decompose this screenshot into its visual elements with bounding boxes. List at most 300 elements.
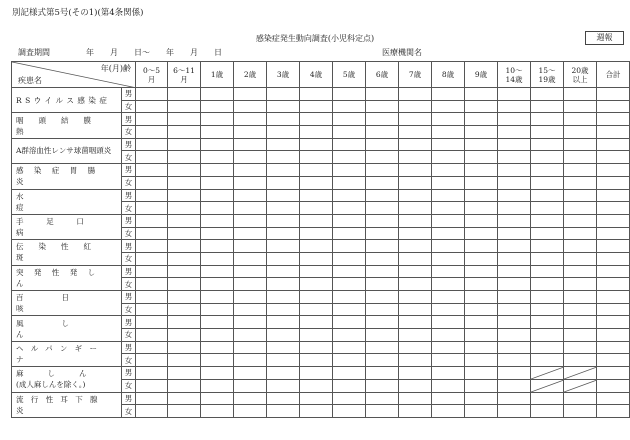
count-cell[interactable]	[531, 329, 564, 342]
count-cell[interactable]	[399, 164, 432, 177]
count-cell[interactable]	[234, 164, 267, 177]
count-cell[interactable]	[465, 367, 498, 380]
count-cell[interactable]	[531, 113, 564, 126]
count-cell[interactable]	[399, 341, 432, 354]
count-cell[interactable]	[564, 354, 597, 367]
count-cell[interactable]	[366, 303, 399, 316]
count-cell[interactable]	[234, 354, 267, 367]
count-cell[interactable]	[201, 113, 234, 126]
count-cell[interactable]	[432, 316, 465, 329]
count-cell[interactable]	[399, 202, 432, 215]
count-cell[interactable]	[432, 138, 465, 151]
count-cell[interactable]	[267, 214, 300, 227]
count-cell[interactable]	[234, 367, 267, 380]
count-cell[interactable]	[597, 367, 630, 380]
count-cell[interactable]	[168, 88, 201, 101]
count-cell[interactable]	[168, 278, 201, 291]
count-cell[interactable]	[399, 329, 432, 342]
count-cell[interactable]	[597, 303, 630, 316]
count-cell[interactable]	[465, 329, 498, 342]
count-cell[interactable]	[531, 278, 564, 291]
count-cell[interactable]	[399, 405, 432, 418]
count-cell[interactable]	[564, 379, 597, 392]
count-cell[interactable]	[597, 354, 630, 367]
count-cell[interactable]	[432, 392, 465, 405]
count-cell[interactable]	[399, 240, 432, 253]
count-cell[interactable]	[498, 303, 531, 316]
count-cell[interactable]	[498, 126, 531, 139]
count-cell[interactable]	[432, 176, 465, 189]
count-cell[interactable]	[333, 291, 366, 304]
count-cell[interactable]	[597, 113, 630, 126]
count-cell[interactable]	[597, 176, 630, 189]
count-cell[interactable]	[465, 88, 498, 101]
count-cell[interactable]	[136, 329, 168, 342]
count-cell[interactable]	[136, 252, 168, 265]
count-cell[interactable]	[201, 405, 234, 418]
count-cell[interactable]	[201, 100, 234, 113]
count-cell[interactable]	[201, 278, 234, 291]
count-cell[interactable]	[531, 367, 564, 380]
count-cell[interactable]	[399, 379, 432, 392]
count-cell[interactable]	[465, 227, 498, 240]
count-cell[interactable]	[465, 303, 498, 316]
count-cell[interactable]	[333, 392, 366, 405]
count-cell[interactable]	[168, 126, 201, 139]
count-cell[interactable]	[564, 189, 597, 202]
count-cell[interactable]	[168, 100, 201, 113]
count-cell[interactable]	[366, 126, 399, 139]
count-cell[interactable]	[267, 240, 300, 253]
count-cell[interactable]	[498, 316, 531, 329]
count-cell[interactable]	[333, 278, 366, 291]
count-cell[interactable]	[201, 252, 234, 265]
count-cell[interactable]	[366, 367, 399, 380]
count-cell[interactable]	[136, 367, 168, 380]
count-cell[interactable]	[498, 138, 531, 151]
count-cell[interactable]	[564, 405, 597, 418]
count-cell[interactable]	[136, 176, 168, 189]
count-cell[interactable]	[597, 189, 630, 202]
count-cell[interactable]	[564, 126, 597, 139]
count-cell[interactable]	[366, 278, 399, 291]
count-cell[interactable]	[168, 379, 201, 392]
count-cell[interactable]	[168, 214, 201, 227]
count-cell[interactable]	[267, 392, 300, 405]
count-cell[interactable]	[234, 379, 267, 392]
count-cell[interactable]	[267, 329, 300, 342]
count-cell[interactable]	[465, 341, 498, 354]
count-cell[interactable]	[564, 113, 597, 126]
count-cell[interactable]	[432, 367, 465, 380]
count-cell[interactable]	[531, 303, 564, 316]
count-cell[interactable]	[366, 88, 399, 101]
count-cell[interactable]	[333, 303, 366, 316]
count-cell[interactable]	[531, 392, 564, 405]
count-cell[interactable]	[531, 100, 564, 113]
count-cell[interactable]	[366, 100, 399, 113]
count-cell[interactable]	[465, 138, 498, 151]
count-cell[interactable]	[201, 367, 234, 380]
count-cell[interactable]	[300, 202, 333, 215]
count-cell[interactable]	[136, 113, 168, 126]
count-cell[interactable]	[564, 151, 597, 164]
count-cell[interactable]	[498, 392, 531, 405]
count-cell[interactable]	[333, 88, 366, 101]
count-cell[interactable]	[168, 392, 201, 405]
count-cell[interactable]	[465, 151, 498, 164]
count-cell[interactable]	[136, 164, 168, 177]
count-cell[interactable]	[201, 379, 234, 392]
count-cell[interactable]	[234, 100, 267, 113]
count-cell[interactable]	[564, 240, 597, 253]
count-cell[interactable]	[267, 252, 300, 265]
count-cell[interactable]	[333, 354, 366, 367]
count-cell[interactable]	[168, 303, 201, 316]
count-cell[interactable]	[168, 176, 201, 189]
count-cell[interactable]	[300, 240, 333, 253]
count-cell[interactable]	[136, 189, 168, 202]
count-cell[interactable]	[531, 202, 564, 215]
count-cell[interactable]	[201, 151, 234, 164]
count-cell[interactable]	[465, 252, 498, 265]
count-cell[interactable]	[267, 316, 300, 329]
count-cell[interactable]	[399, 227, 432, 240]
count-cell[interactable]	[597, 240, 630, 253]
count-cell[interactable]	[267, 303, 300, 316]
count-cell[interactable]	[168, 189, 201, 202]
count-cell[interactable]	[136, 379, 168, 392]
count-cell[interactable]	[136, 405, 168, 418]
count-cell[interactable]	[531, 341, 564, 354]
count-cell[interactable]	[597, 202, 630, 215]
count-cell[interactable]	[201, 392, 234, 405]
count-cell[interactable]	[564, 278, 597, 291]
count-cell[interactable]	[267, 100, 300, 113]
count-cell[interactable]	[168, 341, 201, 354]
count-cell[interactable]	[300, 329, 333, 342]
count-cell[interactable]	[300, 405, 333, 418]
count-cell[interactable]	[136, 392, 168, 405]
count-cell[interactable]	[234, 113, 267, 126]
count-cell[interactable]	[136, 278, 168, 291]
count-cell[interactable]	[136, 240, 168, 253]
count-cell[interactable]	[267, 151, 300, 164]
count-cell[interactable]	[531, 138, 564, 151]
count-cell[interactable]	[168, 367, 201, 380]
count-cell[interactable]	[498, 88, 531, 101]
count-cell[interactable]	[399, 367, 432, 380]
count-cell[interactable]	[168, 329, 201, 342]
count-cell[interactable]	[399, 214, 432, 227]
count-cell[interactable]	[300, 367, 333, 380]
count-cell[interactable]	[333, 367, 366, 380]
count-cell[interactable]	[333, 176, 366, 189]
count-cell[interactable]	[597, 214, 630, 227]
count-cell[interactable]	[366, 405, 399, 418]
count-cell[interactable]	[366, 252, 399, 265]
count-cell[interactable]	[234, 227, 267, 240]
count-cell[interactable]	[432, 341, 465, 354]
count-cell[interactable]	[234, 405, 267, 418]
count-cell[interactable]	[366, 341, 399, 354]
count-cell[interactable]	[399, 113, 432, 126]
count-cell[interactable]	[168, 354, 201, 367]
count-cell[interactable]	[432, 88, 465, 101]
count-cell[interactable]	[597, 164, 630, 177]
count-cell[interactable]	[432, 265, 465, 278]
count-cell[interactable]	[333, 329, 366, 342]
count-cell[interactable]	[234, 316, 267, 329]
count-cell[interactable]	[366, 240, 399, 253]
count-cell[interactable]	[168, 240, 201, 253]
count-cell[interactable]	[564, 202, 597, 215]
count-cell[interactable]	[234, 329, 267, 342]
count-cell[interactable]	[267, 379, 300, 392]
count-cell[interactable]	[267, 126, 300, 139]
count-cell[interactable]	[201, 265, 234, 278]
count-cell[interactable]	[531, 405, 564, 418]
count-cell[interactable]	[531, 252, 564, 265]
count-cell[interactable]	[399, 316, 432, 329]
count-cell[interactable]	[267, 113, 300, 126]
count-cell[interactable]	[267, 164, 300, 177]
count-cell[interactable]	[300, 316, 333, 329]
count-cell[interactable]	[300, 113, 333, 126]
count-cell[interactable]	[465, 354, 498, 367]
count-cell[interactable]	[234, 252, 267, 265]
count-cell[interactable]	[498, 341, 531, 354]
count-cell[interactable]	[498, 367, 531, 380]
count-cell[interactable]	[201, 329, 234, 342]
count-cell[interactable]	[234, 303, 267, 316]
count-cell[interactable]	[432, 189, 465, 202]
count-cell[interactable]	[267, 176, 300, 189]
count-cell[interactable]	[432, 405, 465, 418]
count-cell[interactable]	[498, 214, 531, 227]
count-cell[interactable]	[531, 291, 564, 304]
count-cell[interactable]	[432, 291, 465, 304]
count-cell[interactable]	[234, 126, 267, 139]
count-cell[interactable]	[300, 291, 333, 304]
count-cell[interactable]	[498, 379, 531, 392]
count-cell[interactable]	[136, 138, 168, 151]
count-cell[interactable]	[333, 138, 366, 151]
count-cell[interactable]	[201, 88, 234, 101]
count-cell[interactable]	[366, 138, 399, 151]
count-cell[interactable]	[333, 214, 366, 227]
count-cell[interactable]	[366, 316, 399, 329]
count-cell[interactable]	[465, 202, 498, 215]
count-cell[interactable]	[366, 392, 399, 405]
count-cell[interactable]	[201, 176, 234, 189]
count-cell[interactable]	[399, 252, 432, 265]
count-cell[interactable]	[201, 138, 234, 151]
count-cell[interactable]	[564, 100, 597, 113]
count-cell[interactable]	[234, 341, 267, 354]
count-cell[interactable]	[136, 303, 168, 316]
count-cell[interactable]	[333, 405, 366, 418]
count-cell[interactable]	[234, 202, 267, 215]
count-cell[interactable]	[366, 379, 399, 392]
count-cell[interactable]	[465, 291, 498, 304]
count-cell[interactable]	[300, 392, 333, 405]
count-cell[interactable]	[498, 265, 531, 278]
count-cell[interactable]	[267, 202, 300, 215]
count-cell[interactable]	[465, 126, 498, 139]
count-cell[interactable]	[201, 214, 234, 227]
count-cell[interactable]	[333, 227, 366, 240]
count-cell[interactable]	[399, 265, 432, 278]
count-cell[interactable]	[366, 265, 399, 278]
count-cell[interactable]	[564, 164, 597, 177]
count-cell[interactable]	[333, 164, 366, 177]
count-cell[interactable]	[597, 392, 630, 405]
count-cell[interactable]	[531, 379, 564, 392]
count-cell[interactable]	[333, 316, 366, 329]
count-cell[interactable]	[300, 341, 333, 354]
count-cell[interactable]	[399, 189, 432, 202]
count-cell[interactable]	[465, 265, 498, 278]
count-cell[interactable]	[267, 291, 300, 304]
count-cell[interactable]	[366, 214, 399, 227]
count-cell[interactable]	[267, 278, 300, 291]
count-cell[interactable]	[168, 164, 201, 177]
count-cell[interactable]	[234, 291, 267, 304]
count-cell[interactable]	[300, 164, 333, 177]
count-cell[interactable]	[168, 113, 201, 126]
count-cell[interactable]	[366, 189, 399, 202]
count-cell[interactable]	[564, 176, 597, 189]
count-cell[interactable]	[399, 392, 432, 405]
count-cell[interactable]	[498, 278, 531, 291]
count-cell[interactable]	[300, 303, 333, 316]
count-cell[interactable]	[498, 113, 531, 126]
count-cell[interactable]	[597, 278, 630, 291]
count-cell[interactable]	[300, 176, 333, 189]
count-cell[interactable]	[465, 189, 498, 202]
count-cell[interactable]	[465, 392, 498, 405]
count-cell[interactable]	[333, 189, 366, 202]
count-cell[interactable]	[136, 291, 168, 304]
count-cell[interactable]	[136, 100, 168, 113]
count-cell[interactable]	[432, 354, 465, 367]
count-cell[interactable]	[564, 303, 597, 316]
count-cell[interactable]	[234, 240, 267, 253]
count-cell[interactable]	[201, 341, 234, 354]
count-cell[interactable]	[366, 227, 399, 240]
count-cell[interactable]	[267, 265, 300, 278]
count-cell[interactable]	[300, 265, 333, 278]
count-cell[interactable]	[267, 354, 300, 367]
count-cell[interactable]	[234, 265, 267, 278]
count-cell[interactable]	[564, 214, 597, 227]
count-cell[interactable]	[300, 189, 333, 202]
count-cell[interactable]	[498, 176, 531, 189]
count-cell[interactable]	[465, 113, 498, 126]
count-cell[interactable]	[168, 291, 201, 304]
count-cell[interactable]	[432, 113, 465, 126]
count-cell[interactable]	[465, 405, 498, 418]
count-cell[interactable]	[300, 379, 333, 392]
count-cell[interactable]	[465, 240, 498, 253]
count-cell[interactable]	[432, 214, 465, 227]
count-cell[interactable]	[300, 126, 333, 139]
count-cell[interactable]	[168, 202, 201, 215]
count-cell[interactable]	[168, 405, 201, 418]
count-cell[interactable]	[498, 252, 531, 265]
count-cell[interactable]	[597, 100, 630, 113]
count-cell[interactable]	[136, 265, 168, 278]
count-cell[interactable]	[597, 252, 630, 265]
count-cell[interactable]	[597, 379, 630, 392]
count-cell[interactable]	[333, 240, 366, 253]
count-cell[interactable]	[498, 227, 531, 240]
count-cell[interactable]	[267, 189, 300, 202]
count-cell[interactable]	[234, 88, 267, 101]
count-cell[interactable]	[432, 379, 465, 392]
count-cell[interactable]	[333, 265, 366, 278]
count-cell[interactable]	[136, 316, 168, 329]
count-cell[interactable]	[399, 278, 432, 291]
count-cell[interactable]	[333, 252, 366, 265]
count-cell[interactable]	[531, 88, 564, 101]
count-cell[interactable]	[234, 278, 267, 291]
count-cell[interactable]	[498, 100, 531, 113]
count-cell[interactable]	[564, 227, 597, 240]
count-cell[interactable]	[201, 291, 234, 304]
count-cell[interactable]	[267, 88, 300, 101]
count-cell[interactable]	[597, 341, 630, 354]
count-cell[interactable]	[597, 88, 630, 101]
count-cell[interactable]	[564, 291, 597, 304]
count-cell[interactable]	[564, 367, 597, 380]
count-cell[interactable]	[201, 303, 234, 316]
count-cell[interactable]	[465, 164, 498, 177]
count-cell[interactable]	[300, 151, 333, 164]
count-cell[interactable]	[136, 202, 168, 215]
count-cell[interactable]	[498, 202, 531, 215]
count-cell[interactable]	[432, 126, 465, 139]
count-cell[interactable]	[201, 240, 234, 253]
count-cell[interactable]	[300, 100, 333, 113]
count-cell[interactable]	[498, 151, 531, 164]
count-cell[interactable]	[201, 316, 234, 329]
count-cell[interactable]	[465, 316, 498, 329]
count-cell[interactable]	[168, 138, 201, 151]
count-cell[interactable]	[201, 189, 234, 202]
count-cell[interactable]	[300, 354, 333, 367]
count-cell[interactable]	[432, 164, 465, 177]
count-cell[interactable]	[399, 291, 432, 304]
count-cell[interactable]	[432, 278, 465, 291]
count-cell[interactable]	[498, 291, 531, 304]
count-cell[interactable]	[201, 354, 234, 367]
count-cell[interactable]	[531, 265, 564, 278]
count-cell[interactable]	[564, 265, 597, 278]
count-cell[interactable]	[168, 252, 201, 265]
count-cell[interactable]	[366, 176, 399, 189]
count-cell[interactable]	[366, 354, 399, 367]
count-cell[interactable]	[465, 100, 498, 113]
count-cell[interactable]	[136, 88, 168, 101]
count-cell[interactable]	[399, 151, 432, 164]
count-cell[interactable]	[234, 176, 267, 189]
count-cell[interactable]	[399, 138, 432, 151]
count-cell[interactable]	[564, 329, 597, 342]
count-cell[interactable]	[333, 126, 366, 139]
count-cell[interactable]	[465, 176, 498, 189]
